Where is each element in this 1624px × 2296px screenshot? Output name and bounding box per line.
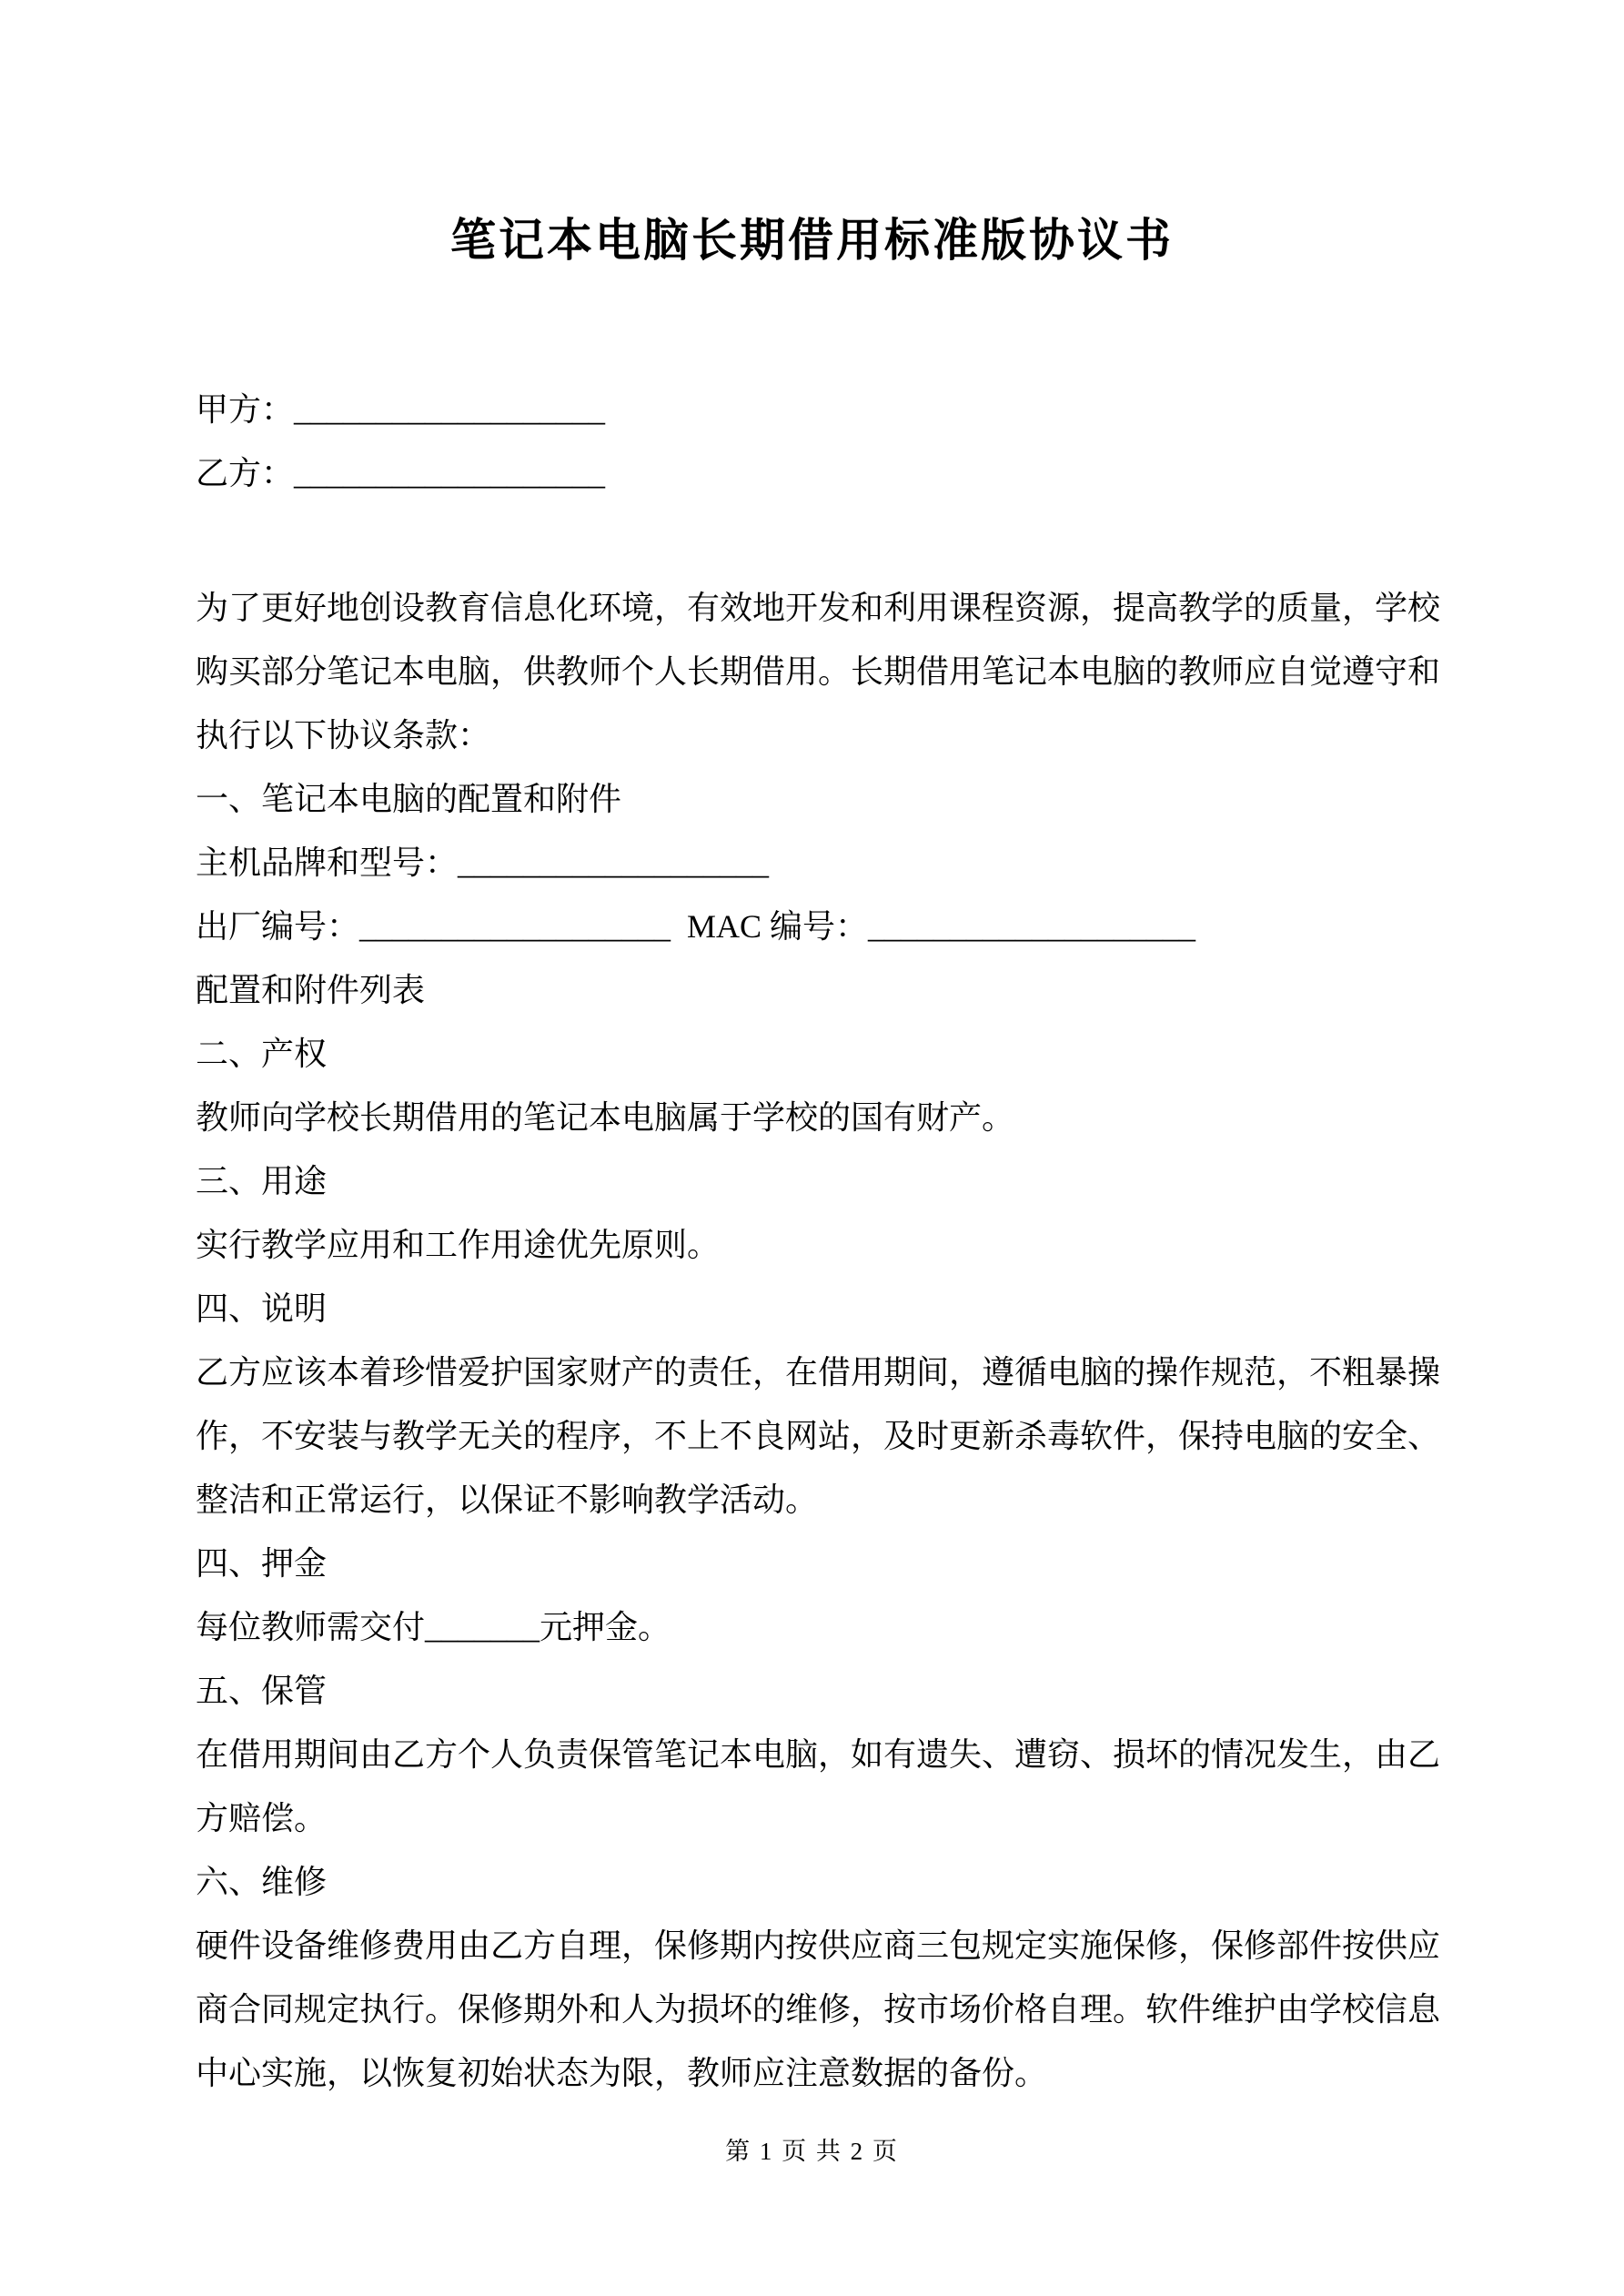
instruction-line-1: 乙方应该本着珍惜爱护国家财产的责任，在借用期间，遵循电脑的操作规范，不粗暴操 (196, 1354, 1441, 1391)
serial-mac-line: 出厂编号：___________________ MAC 编号：____________________ (196, 908, 1196, 945)
intro-line-2: 购买部分笔记本电脑，供教师个人长期借用。长期借用笔记本电脑的教师应自觉遵守和 (196, 653, 1441, 690)
custody-line-2: 方赔偿。 (196, 1800, 328, 1836)
section-3-heading: 三、用途 (196, 1163, 328, 1199)
section-2-heading: 二、产权 (196, 1036, 328, 1072)
ownership-line: 教师向学校长期借用的笔记本电脑属于学校的国有财产。 (196, 1099, 1015, 1136)
usage-line: 实行教学应用和工作用途优先原则。 (196, 1227, 721, 1263)
repair-line-3: 中心实施，以恢复初始状态为限，教师应注意数据的备份。 (196, 2055, 1048, 2091)
section-4b-heading: 四、押金 (196, 1545, 328, 1582)
document-body (196, 378, 1488, 2105)
section-1-heading: 一、笔记本电脑的配置和附件 (196, 781, 622, 817)
custody-line-1: 在借用期间由乙方个人负责保管笔记本电脑，如有遗失、遭窃、损坏的情况发生，由乙 (196, 1736, 1441, 1773)
instruction-line-3: 整洁和正常运行，以保证不影响教学活动。 (196, 1482, 819, 1518)
section-5-heading: 五、保管 (196, 1673, 328, 1709)
brand-model-line: 主机品牌和型号：___________________ (196, 845, 770, 881)
section-6-heading: 六、维修 (196, 1864, 328, 1900)
party-a-line: 甲方：___________________ (196, 391, 606, 428)
blank-line (196, 505, 1488, 576)
page-number-footer: 第 1 页 共 2 页 (725, 2138, 899, 2165)
document-title: 笔记本电脑长期借用标准版协议书 (450, 215, 1174, 266)
intro-line-1: 为了更好地创设教育信息化环境，有效地开发和利用课程资源，提高教学的质量，学校 (196, 590, 1441, 626)
config-list-line: 配置和附件列表 (196, 972, 426, 1008)
intro-line-3: 执行以下协议条款： (196, 717, 491, 754)
repair-line-1: 硬件设备维修费用由乙方自理，保修期内按供应商三包规定实施保修，保修部件按供应 (196, 1927, 1441, 1964)
section-4-heading: 四、说明 (196, 1290, 328, 1327)
deposit-line: 每位教师需交付_______元押金。 (196, 1609, 671, 1645)
party-b-line: 乙方：___________________ (196, 455, 606, 491)
repair-line-2: 商合同规定执行。保修期外和人为损坏的维修，按市场价格自理。软件维护由学校信息 (196, 1991, 1441, 2028)
instruction-line-2: 作，不安装与教学无关的程序，不上不良网站，及时更新杀毒软件，保持电脑的安全、 (196, 1418, 1441, 1454)
